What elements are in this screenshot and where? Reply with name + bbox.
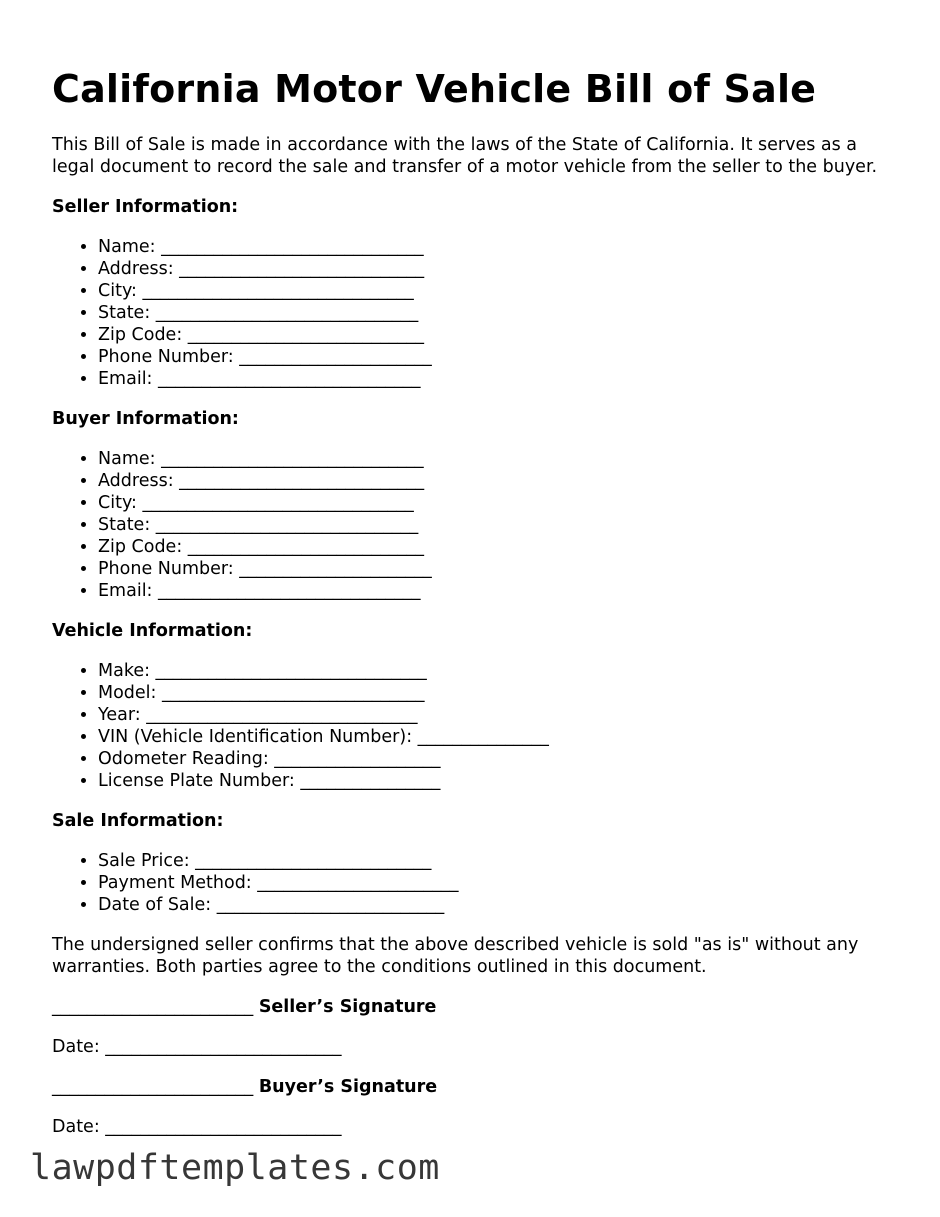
vehicle-vin-field[interactable]: • VIN (Vehicle Identification Number): _______________ <box>98 726 892 748</box>
sale-heading: Sale Information: <box>52 811 224 831</box>
seller-date-label: Date: <box>52 1037 106 1057</box>
seller-heading: Seller Information: <box>52 197 239 217</box>
buyer-name-field[interactable]: • Name: ______________________________ <box>98 448 892 470</box>
seller-city-field[interactable]: • City: _______________________________ <box>98 280 892 302</box>
buyer-list <box>52 448 892 602</box>
document-page <box>52 64 892 1138</box>
vehicle-list <box>52 660 892 792</box>
buyer-address-field[interactable]: • Address: ____________________________ <box>98 470 892 492</box>
sale-price-field[interactable]: • Sale Price: ___________________________ <box>98 850 892 872</box>
seller-name-field[interactable]: • Name: ______________________________ <box>98 236 892 258</box>
sale-list <box>52 850 892 916</box>
seller-list <box>52 236 892 390</box>
buyer-signature-label: Buyer’s Signature <box>258 1077 438 1097</box>
vehicle-plate-field[interactable]: • License Plate Number: ________________ <box>98 770 892 792</box>
buyer-zip-field[interactable]: • Zip Code: ___________________________ <box>98 536 892 558</box>
seller-date-blank[interactable]: ___________________________ <box>105 1037 342 1057</box>
seller-signature-blank[interactable]: _______________________ <box>52 997 254 1017</box>
vehicle-year-field[interactable]: • Year: _______________________________ <box>98 704 892 726</box>
seller-zip-field[interactable]: • Zip Code: ___________________________ <box>98 324 892 346</box>
seller-phone-field[interactable]: • Phone Number: ______________________ <box>98 346 892 368</box>
buyer-phone-field[interactable]: • Phone Number: ______________________ <box>98 558 892 580</box>
buyer-date-blank[interactable]: ___________________________ <box>105 1117 342 1137</box>
closing-paragraph: The undersigned seller confirms that the above described vehicle is sold "as is" without any warranties. Both parties agree to the conditions outlined in this document. <box>52 935 859 977</box>
buyer-city-field[interactable]: • City: _______________________________ <box>98 492 892 514</box>
seller-signature-line[interactable] <box>52 996 892 1018</box>
seller-address-field[interactable]: • Address: ____________________________ <box>98 258 892 280</box>
buyer-heading: Buyer Information: <box>52 409 239 429</box>
page-title: California Motor Vehicle Bill of Sale <box>52 67 817 111</box>
sale-date-field[interactable]: • Date of Sale: __________________________ <box>98 894 892 916</box>
vehicle-model-field[interactable]: • Model: ______________________________ <box>98 682 892 704</box>
watermark: lawpdftemplates.com <box>30 1148 440 1188</box>
vehicle-heading: Vehicle Information: <box>52 621 253 641</box>
vehicle-make-field[interactable]: • Make: _______________________________ <box>98 660 892 682</box>
seller-email-field[interactable]: • Email: ______________________________ <box>98 368 892 390</box>
buyer-signature-line[interactable] <box>52 1076 892 1098</box>
payment-method-field[interactable]: • Payment Method: _______________________ <box>98 872 892 894</box>
buyer-email-field[interactable]: • Email: ______________________________ <box>98 580 892 602</box>
buyer-state-field[interactable]: • State: ______________________________ <box>98 514 892 536</box>
seller-date-line[interactable] <box>52 1036 892 1058</box>
intro-paragraph: This Bill of Sale is made in accordance with the laws of the State of California. It serves as a legal document to record the sale and transfer of a motor vehicle from the seller to the buyer. <box>52 135 878 177</box>
vehicle-odometer-field[interactable]: • Odometer Reading: ___________________ <box>98 748 892 770</box>
seller-state-field[interactable]: • State: ______________________________ <box>98 302 892 324</box>
buyer-date-line[interactable] <box>52 1116 892 1138</box>
buyer-signature-blank[interactable]: _______________________ <box>52 1077 254 1097</box>
buyer-date-label: Date: <box>52 1117 106 1137</box>
seller-signature-label: Seller’s Signature <box>258 997 437 1017</box>
